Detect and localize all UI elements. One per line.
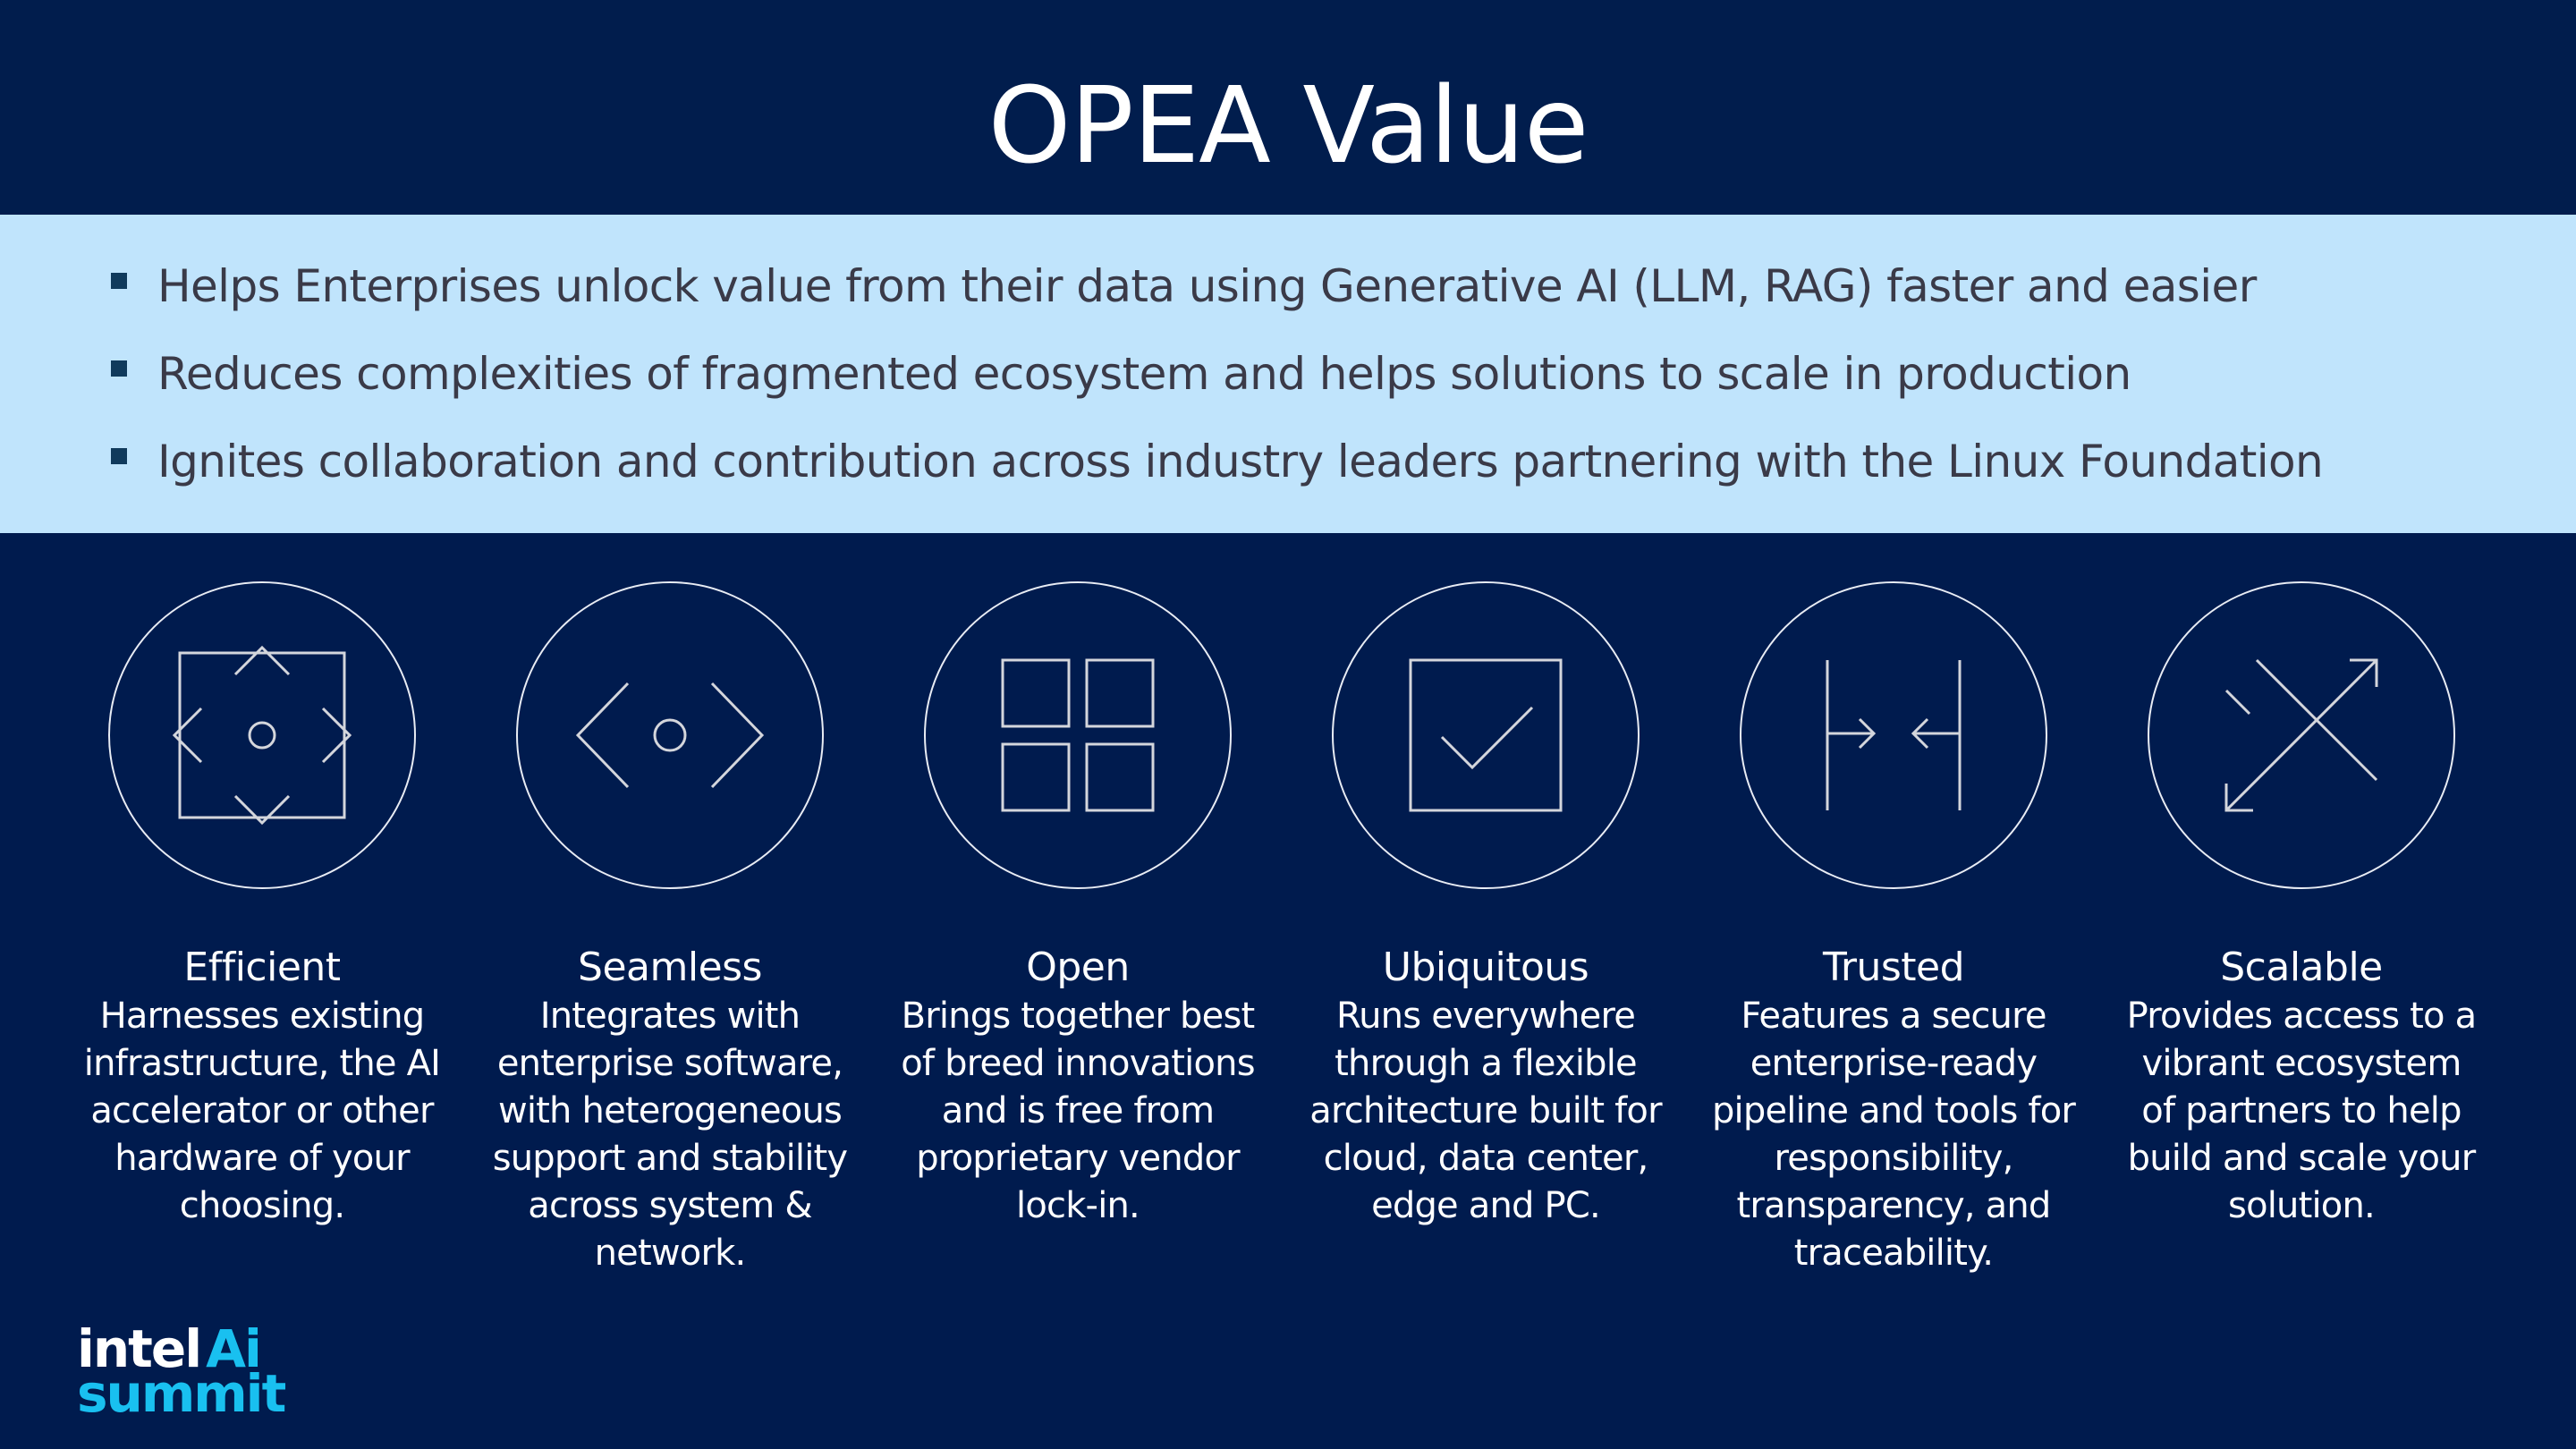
- bullet-square-icon: [111, 273, 127, 289]
- shuffle-arrows-icon: [2149, 583, 2453, 887]
- value-title: Open: [1026, 945, 1130, 990]
- checkbox-icon: [1334, 583, 1638, 887]
- bullet-square-icon: [111, 360, 127, 377]
- bullet-item: [111, 338, 2323, 426]
- value-description: Provides access to a vibrant ecosystem of partners to help build and scale your solution.: [2126, 996, 2477, 1226]
- value-description: Integrates with enterprise software, with heterogeneous support and stability across system & network.: [492, 996, 848, 1274]
- value-icon-circle: [516, 581, 824, 889]
- value-icon-circle: [1740, 581, 2047, 889]
- value-description: Harnesses existing infrastructure, the AI accelerator or other hardware of your choosing.: [83, 996, 441, 1226]
- value-icon-circle: [2148, 581, 2455, 889]
- bullet-list: [111, 250, 2323, 513]
- values-row: [0, 581, 2576, 1297]
- diamond-target-icon: [110, 583, 414, 887]
- value-icon-circle: [108, 581, 416, 889]
- intel-ai-summit-logo: intel Ai summit: [77, 1318, 285, 1424]
- bullet-square-icon: [111, 448, 127, 464]
- converge-arrows-icon: [1741, 583, 2046, 887]
- value-description: Brings together best of breed innovations and is free from proprietary vendor lock-in.: [901, 996, 1255, 1226]
- bullet-text: Reduces complexities of fragmented ecosystem and helps solutions to scale in production: [157, 348, 2131, 400]
- value-icon-circle: [1332, 581, 1640, 889]
- value-title: Efficient: [183, 945, 341, 990]
- value-title: Seamless: [578, 945, 762, 990]
- code-brackets-icon: [518, 583, 822, 887]
- grid-icon: [926, 583, 1230, 887]
- bullet-text: Helps Enterprises unlock value from their data using Generative AI (LLM, RAG) faster and easier: [157, 260, 2257, 312]
- bullet-item: [111, 426, 2323, 513]
- value-title: Scalable: [2220, 945, 2383, 990]
- value-title: Ubiquitous: [1382, 945, 1589, 990]
- bullet-item: [111, 250, 2323, 338]
- value-title: Trusted: [1822, 945, 1965, 990]
- value-icon-circle: [924, 581, 1232, 889]
- page-title: OPEA Value: [987, 64, 1589, 187]
- value-description: Runs everywhere through a flexible architecture built for cloud, data center, edge and PC.: [1309, 996, 1662, 1226]
- value-description: Features a secure enterprise-ready pipeline and tools for responsibility, transparency, and traceability.: [1711, 996, 2076, 1274]
- bullet-text: Ignites collaboration and contribution across industry leaders partnering with the Linux Foundation: [157, 436, 2324, 487]
